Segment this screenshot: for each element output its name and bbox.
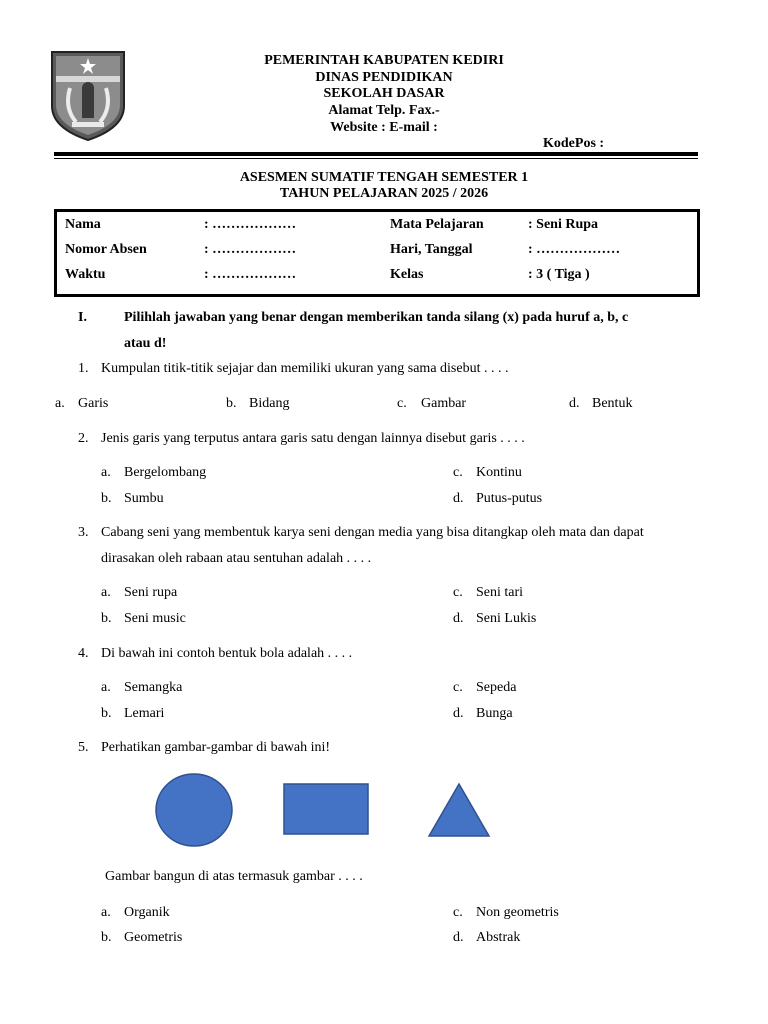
- identity-value-time[interactable]: : ………………: [204, 267, 297, 282]
- triangle-shape-icon: [429, 784, 489, 836]
- option-text[interactable]: Seni rupa: [124, 585, 178, 600]
- option-text[interactable]: Geometris: [124, 930, 183, 945]
- option-text[interactable]: Putus-putus: [476, 491, 543, 506]
- identity-label-subject: Mata Pelajaran: [390, 217, 484, 232]
- identity-value-absen[interactable]: : ………………: [204, 242, 297, 257]
- question-text: Cabang seni yang membentuk karya seni dengan media yang bisa ditangkap oleh mata dan dapat: [101, 525, 644, 540]
- section-instruction-cont: atau d!: [124, 336, 167, 351]
- question-text: Jenis garis yang terputus antara garis satu dengan lainnya disebut garis . . . .: [101, 431, 525, 446]
- option-text[interactable]: Gambar: [421, 396, 467, 411]
- section-numeral: I.: [78, 310, 87, 325]
- question-text: Perhatikan gambar-gambar di bawah ini!: [101, 740, 331, 755]
- option-letter[interactable]: c.: [453, 680, 463, 695]
- identity-value-date[interactable]: : ………………: [528, 242, 621, 257]
- option-letter[interactable]: a.: [55, 396, 65, 411]
- question-text: Di bawah ini contoh bentuk bola adalah . . . .: [101, 646, 353, 661]
- option-letter[interactable]: a.: [101, 465, 111, 480]
- header-kodepos: KodePos :: [543, 136, 605, 151]
- question-number: 4.: [78, 646, 89, 661]
- option-letter[interactable]: b.: [101, 930, 112, 945]
- identity-box: [54, 209, 700, 297]
- option-text[interactable]: Bidang: [249, 396, 290, 411]
- option-text[interactable]: Kontinu: [476, 465, 522, 480]
- question-followup: Gambar bangun di atas termasuk gambar . . . .: [105, 869, 363, 884]
- option-text[interactable]: Bunga: [476, 706, 513, 721]
- option-text[interactable]: Bergelombang: [124, 465, 207, 480]
- option-letter[interactable]: a.: [101, 905, 111, 920]
- rectangle-shape-icon: [284, 784, 368, 834]
- option-text[interactable]: Bentuk: [592, 396, 633, 411]
- identity-label-absen: Nomor Absen: [65, 242, 147, 257]
- header-school: SEKOLAH DASAR: [323, 86, 445, 101]
- header-agency: DINAS PENDIDIKAN: [315, 70, 453, 85]
- letterhead-rule-thin: [54, 158, 698, 159]
- identity-label-name: Nama: [65, 217, 101, 232]
- option-letter[interactable]: d.: [569, 396, 580, 411]
- option-letter[interactable]: a.: [101, 585, 111, 600]
- circle-shape-icon: [156, 774, 232, 846]
- question-number: 3.: [78, 525, 89, 540]
- identity-value-name[interactable]: : ………………: [204, 217, 297, 232]
- identity-value-subject: : Seni Rupa: [528, 217, 599, 232]
- option-text[interactable]: Lemari: [124, 706, 165, 721]
- option-text[interactable]: Seni tari: [476, 585, 524, 600]
- exam-title: ASESMEN SUMATIF TENGAH SEMESTER 1: [239, 170, 529, 185]
- option-text[interactable]: Abstrak: [476, 930, 521, 945]
- identity-label-class: Kelas: [390, 267, 424, 282]
- option-text[interactable]: Organik: [124, 905, 170, 920]
- option-text[interactable]: Sepeda: [476, 680, 517, 695]
- exam-year: TAHUN PELAJARAN 2025 / 2026: [279, 186, 489, 201]
- option-text[interactable]: Garis: [78, 396, 109, 411]
- identity-value-class: : 3 ( Tiga ): [528, 267, 590, 282]
- header-address: Alamat Telp. Fax.-: [328, 103, 440, 118]
- header-website: Website : E-mail :: [330, 120, 438, 135]
- option-text[interactable]: Non geometris: [476, 905, 559, 920]
- option-letter[interactable]: d.: [453, 930, 464, 945]
- option-letter[interactable]: b.: [101, 706, 112, 721]
- section-instruction: Pilihlah jawaban yang benar dengan memberikan tanda silang (x) pada huruf a, b, c: [124, 310, 629, 325]
- question-number: 1.: [78, 361, 89, 376]
- option-letter[interactable]: b.: [101, 491, 112, 506]
- geometric-shapes-figure: [150, 770, 500, 850]
- question-number: 2.: [78, 431, 89, 446]
- option-letter[interactable]: d.: [453, 611, 464, 626]
- question-text: Kumpulan titik-titik sejajar dan memiliki ukuran yang sama disebut . . . .: [101, 361, 509, 376]
- option-letter[interactable]: a.: [101, 680, 111, 695]
- option-text[interactable]: Sumbu: [124, 491, 164, 506]
- option-text[interactable]: Seni music: [124, 611, 186, 626]
- option-letter[interactable]: c.: [453, 905, 463, 920]
- option-letter[interactable]: d.: [453, 491, 464, 506]
- identity-label-date: Hari, Tanggal: [390, 242, 473, 257]
- option-letter[interactable]: b.: [226, 396, 237, 411]
- question-text-cont: dirasakan oleh rabaan atau sentuhan adalah . . . .: [101, 551, 372, 566]
- option-letter[interactable]: b.: [101, 611, 112, 626]
- option-text[interactable]: Semangka: [124, 680, 183, 695]
- option-letter[interactable]: c.: [397, 396, 407, 411]
- identity-label-time: Waktu: [65, 267, 106, 282]
- question-number: 5.: [78, 740, 89, 755]
- option-letter[interactable]: d.: [453, 706, 464, 721]
- option-letter[interactable]: c.: [453, 585, 463, 600]
- option-letter[interactable]: c.: [453, 465, 463, 480]
- header-government: PEMERINTAH KABUPATEN KEDIRI: [264, 53, 504, 68]
- letterhead-rule: [54, 152, 698, 156]
- option-text[interactable]: Seni Lukis: [476, 611, 537, 626]
